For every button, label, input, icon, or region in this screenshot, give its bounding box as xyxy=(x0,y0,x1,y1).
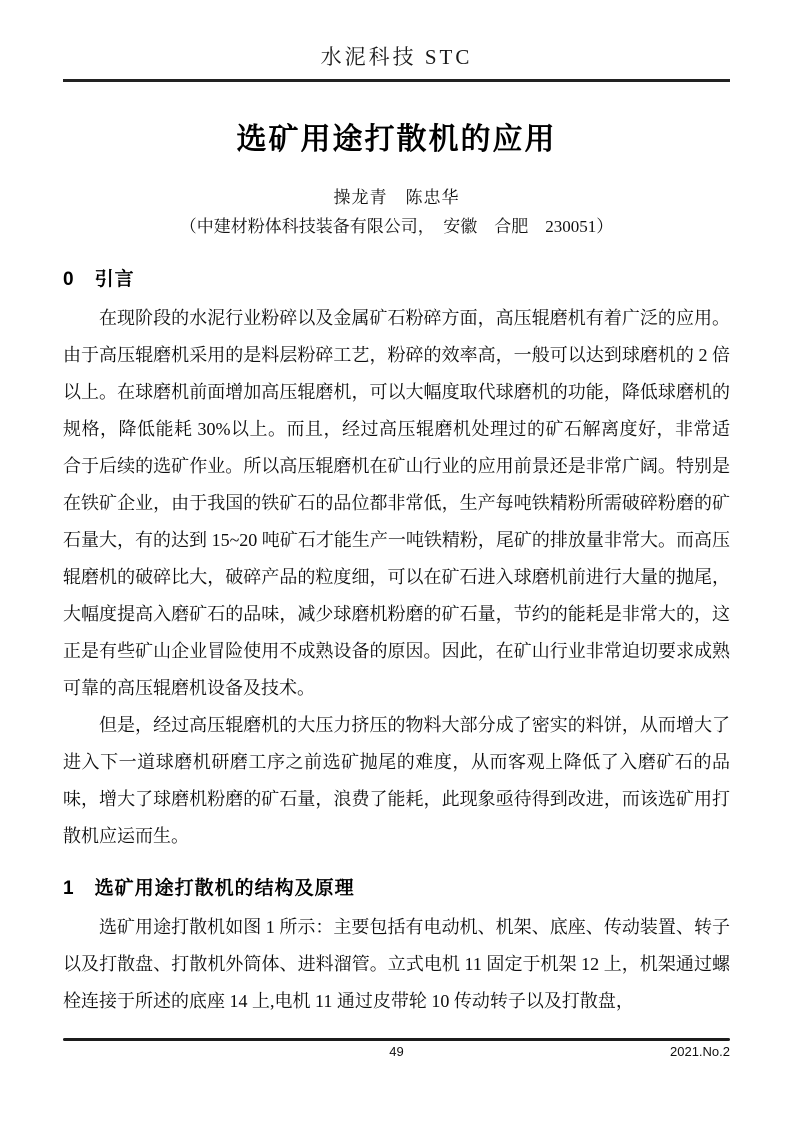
journal-title: 水泥科技 STC xyxy=(320,45,473,69)
footer-page-number: 49 xyxy=(389,1044,404,1059)
paragraph: 在现阶段的水泥行业粉碎以及金属矿石粉碎方面，高压辊磨机有着广泛的应用。由于高压辊磨机采用的是料层粉碎工艺，粉碎的效率高，一般可以达到球磨机的 2 倍以上。在球磨机前面增加高压辊磨机，可以大幅度取代球磨机的功能，降低球磨机的规格，降低能耗 30%以上。而且，经过高压辊磨机处理过的矿石解离度好，非常适合于后续的选矿作业。所以高压辊磨机在矿山行业的应用前景还是非常广阔。特别是在铁矿企业，由于我国的铁矿石的品位都非常低，生产每吨铁精粉所需破碎粉磨的矿石量大，有的达到 15~20 吨矿石才能生产一吨铁精粉，尾矿的排放量非常大。而高压辊磨机的破碎比大，破碎产品的粒度细，可以在矿石进入球磨机前进行大量的抛尾，大幅度提高入磨矿石的品味，减少球磨机粉磨的矿石量，节约的能耗是非常大的，这正是有些矿山企业冒险使用不成熟设备的原因。因此，在矿山行业非常迫切要求成熟可靠的高压辊磨机设备及技术。 xyxy=(63,308,730,698)
section-heading-1: 1 选矿用途打散机的结构及原理 xyxy=(63,878,355,899)
footer-rule xyxy=(63,1038,730,1041)
paragraph: 选矿用途打散机如图 1 所示：主要包括有电动机、机架、底座、传动装置、转子以及打散盘、打散机外筒体、进料溜管。立式电机 11 固定于机架 12 上，机架通过螺栓连接于所述的底座 14 上,电机 11 通过皮带轮 10 传动转子以及打散盘， xyxy=(63,917,730,1011)
article-title: 选矿用途打散机的应用 xyxy=(236,123,557,156)
header-rule xyxy=(63,79,730,82)
section-heading-0: 0 引言 xyxy=(63,269,135,290)
footer-issue-label: 2021.No.2 xyxy=(670,1044,730,1059)
article-authors: 操龙青 陈忠华 xyxy=(333,188,460,207)
paragraph: 但是，经过高压辊磨机的大压力挤压的物料大部分成了密实的料饼，从而增大了进入下一道球磨机研磨工序之前选矿抛尾的难度，从而客观上降低了入磨矿石的品味，增大了球磨机粉磨的矿石量，浪费了能耗，此现象亟待得到改进，而该选矿用打散机应运而生。 xyxy=(63,715,730,846)
article-affiliation: （中建材粉体科技装备有限公司， 安徽 合肥 230051） xyxy=(179,217,614,236)
